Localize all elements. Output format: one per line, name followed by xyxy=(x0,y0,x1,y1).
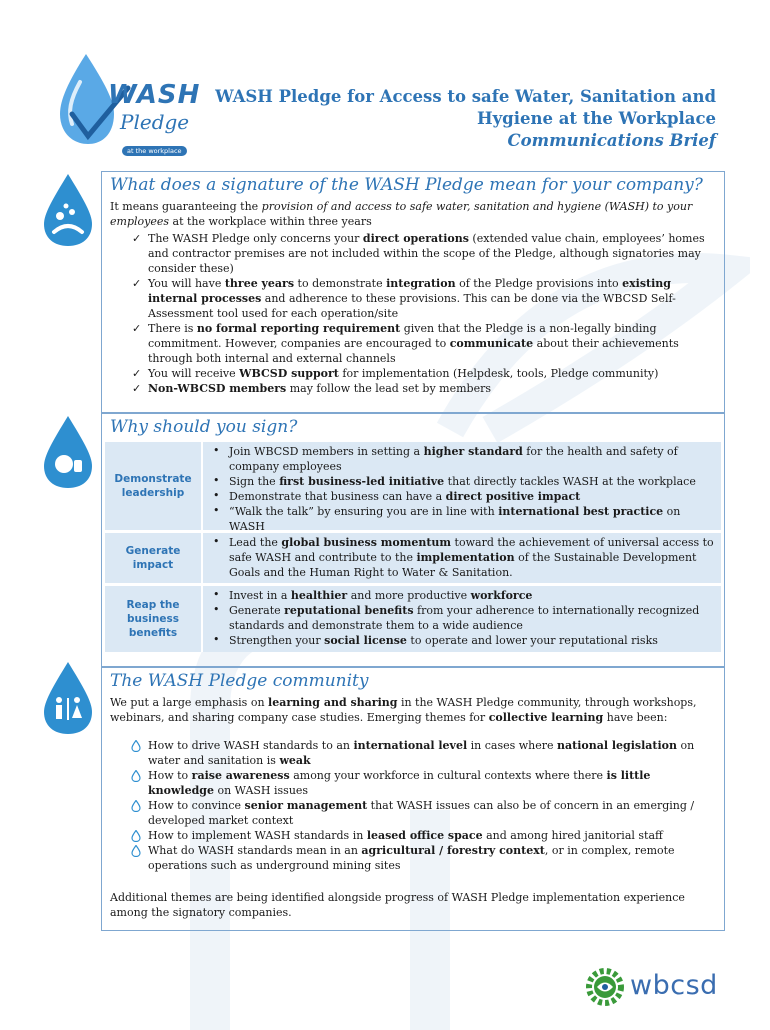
section3-closing: Additional themes are being identified alongside progress of WASH Pledge implementation experience among the signatory companies. xyxy=(110,891,685,919)
section-community xyxy=(101,667,725,931)
wash-pledge-logo xyxy=(58,52,206,160)
section-why-sign xyxy=(101,413,725,667)
drinking-drop-icon xyxy=(42,414,94,490)
reason-row xyxy=(105,586,721,652)
section1-checklist xyxy=(102,231,724,396)
bullet-icon: • xyxy=(213,444,220,457)
gear-globe-icon xyxy=(584,966,626,1008)
list-item: • Demonstrate that business can have a direct positive impact xyxy=(213,489,581,503)
section2-heading: Why should you sign? xyxy=(110,417,298,437)
page-title xyxy=(200,86,716,152)
list-item: • “Walk the talk” by ensuring you are in line with international best practice on WASH xyxy=(213,504,681,533)
reason-label: Reap the business benefits xyxy=(126,599,180,639)
checkmark-icon: ✓ xyxy=(132,277,142,290)
wbcsd-logo xyxy=(584,966,724,1008)
title-subtitle: Communications Brief xyxy=(507,131,716,150)
logo-tagline: at the workplace xyxy=(122,146,187,156)
droplet-bullet-icon xyxy=(130,800,142,812)
toilet-drop-icon xyxy=(42,660,94,736)
droplet-bullet-icon xyxy=(130,770,142,782)
list-item: • Strengthen your social license to operate and lower your reputational risks xyxy=(213,633,658,647)
wbcsd-wordmark: wbcsd xyxy=(630,970,718,1001)
logo-script: Pledge xyxy=(120,110,190,134)
list-item: How to implement WASH standards in leased office space and among hired janitorial staff xyxy=(102,828,724,843)
bullet-icon: • xyxy=(213,489,220,502)
bullet-icon: • xyxy=(213,535,220,548)
bullet-icon: • xyxy=(213,504,220,517)
bullet-icon: • xyxy=(213,588,220,601)
title-line-2: Hygiene at the Workplace xyxy=(477,109,716,128)
bullet-icon: • xyxy=(213,603,220,616)
list-item: ✓ The WASH Pledge only concerns your direct operations (extended value chain, employees’ homes and contractor premises are not included within the scope of the Pledge, although signatories may consider these) xyxy=(132,232,705,275)
checkmark-icon: ✓ xyxy=(132,382,142,395)
reason-label: Demonstrate leadership xyxy=(114,473,192,499)
checkmark-icon: ✓ xyxy=(132,232,142,245)
list-item: How to drive WASH standards to an international level in cases where national legislation on water and sanitation is weak xyxy=(102,738,724,768)
section3-themes xyxy=(102,738,724,873)
droplet-bullet-icon xyxy=(130,830,142,842)
list-item: How to raise awareness among your workforce in cultural contexts where there is little knowledge on WASH issues xyxy=(102,768,724,798)
reason-label: Generate impact xyxy=(125,545,181,571)
list-item: How to convince senior management that WASH issues can also be of concern in an emerging / developed market context xyxy=(102,798,724,828)
list-item: • Sign the first business-led initiative that directly tackles WASH at the workplace xyxy=(213,474,696,488)
handwashing-drop-icon xyxy=(42,172,94,248)
list-item: • Invest in a healthier and more productive workforce xyxy=(213,588,533,602)
list-item: ✓ There is no formal reporting requirement given that the Pledge is a non-legally binding commitment. However, companies are encouraged to communicate about their achievements through both internal and external channels xyxy=(132,322,679,365)
reason-row xyxy=(105,533,721,583)
bullet-icon: • xyxy=(213,474,220,487)
section1-intro: It means guaranteeing the provision of and access to safe water, sanitation and hygiene (WASH) to your employees at the workplace within three years xyxy=(110,200,693,228)
section1-heading: What does a signature of the WASH Pledge mean for your company? xyxy=(110,175,703,195)
list-item: • Join WBCSD members in setting a higher standard for the health and safety of company employees xyxy=(213,444,678,473)
list-item: ✓ Non-WBCSD members may follow the lead set by members xyxy=(132,382,491,395)
droplet-bullet-icon xyxy=(130,740,142,752)
list-item: • Generate reputational benefits from your adherence to internationally recognized standards and demonstrate them to a wide audience xyxy=(213,603,700,632)
checkmark-icon: ✓ xyxy=(132,367,142,380)
section-signature-meaning xyxy=(101,171,725,413)
bullet-icon: • xyxy=(213,633,220,646)
section3-intro: We put a large emphasis on learning and sharing in the WASH Pledge community, through workshops, webinars, and sharing company case studies. Emerging themes for collective learning have been: xyxy=(110,696,697,724)
title-line-1: WASH Pledge for Access to safe Water, Sanitation and xyxy=(215,87,716,106)
reason-row xyxy=(105,442,721,533)
section3-heading: The WASH Pledge community xyxy=(110,671,369,691)
droplet-bullet-icon xyxy=(130,845,142,857)
list-item: • Lead the global business momentum toward the achievement of universal access to safe WASH and contribute to the implementation of the Sustainable Development Goals and the Human Right to Water & Sanitation. xyxy=(213,535,714,579)
list-item: ✓ You will have three years to demonstrate integration of the Pledge provisions into existing internal processes and adherence to these provisions. This can be done via the WBCSD Self-Assessment tool used for each operation/site xyxy=(132,277,676,320)
checkmark-icon: ✓ xyxy=(132,322,142,335)
list-item: What do WASH standards mean in an agricultural / forestry context, or in complex, remote operations such as underground mining sites xyxy=(102,843,724,873)
list-item: ✓ You will receive WBCSD support for implementation (Helpdesk, tools, Pledge community) xyxy=(132,367,659,380)
logo-word: WASH xyxy=(108,80,201,110)
